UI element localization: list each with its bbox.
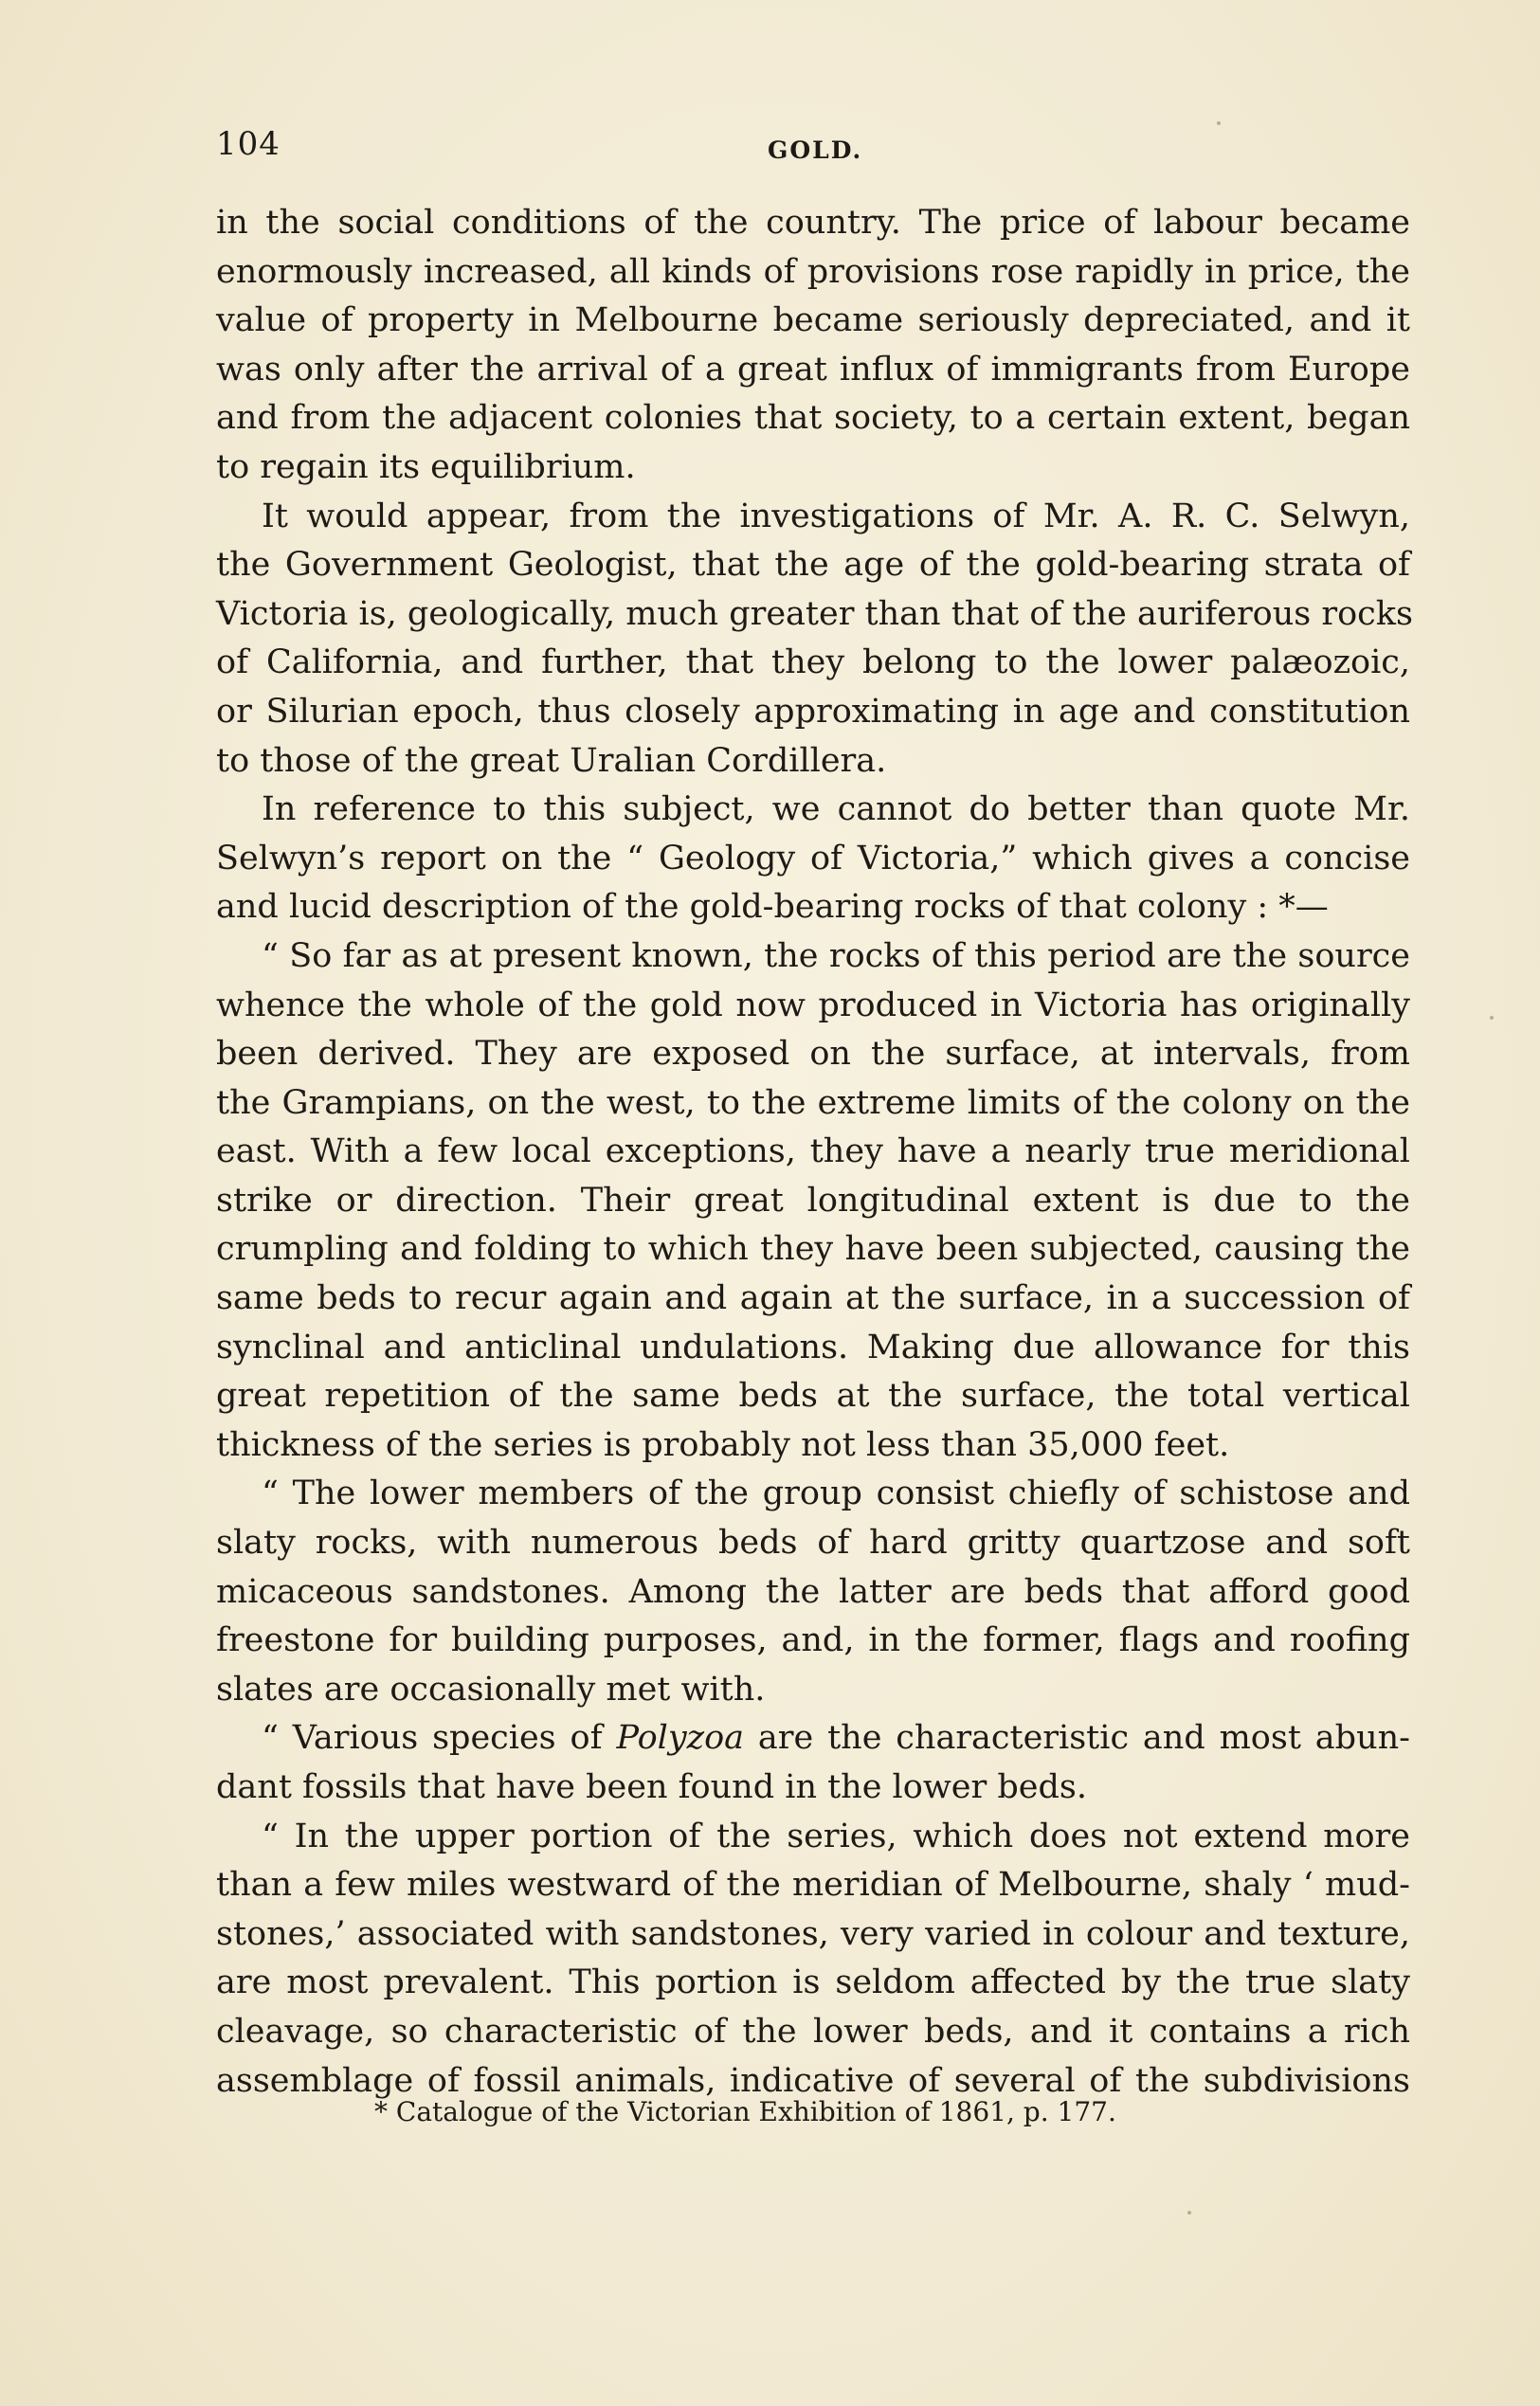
text-line: slates are occasionally met with. <box>216 1670 766 1709</box>
paper-speck <box>1217 121 1221 125</box>
text-line: same beds to recur again and again at the surface, in a succession of <box>216 1279 1410 1318</box>
text-line: Victoria is, geologically, much greater than that of the auriferous rocks <box>216 594 1413 633</box>
text-line: to those of the great Uralian Cordillera. <box>216 741 887 780</box>
running-title: GOLD. <box>768 136 863 164</box>
text-line: stones,’ associated with sandstones, very varied in colour and texture, <box>216 1914 1410 1953</box>
text-line: assemblage of fossil animals, indicative of several of the subdivisions <box>216 2061 1410 2100</box>
text-line: than a few miles westward of the meridian of Melbourne, shaly ‘ mud- <box>216 1866 1410 1905</box>
text-fragment: are the characteristic and most abun- <box>757 1719 1410 1758</box>
text-line: enormously increased, all kinds of provisions rose rapidly in price, the <box>216 252 1410 291</box>
text-line: been derived. They are exposed on the surface, at intervals, from <box>216 1035 1410 1074</box>
text-line: “ The lower members of the group consist chiefly of schistose and <box>262 1474 1410 1513</box>
text-line: and lucid description of the gold-bearing rocks of that colony : *— <box>216 888 1329 927</box>
text-line: freestone for building purposes, and, in the former, flags and roofing <box>216 1621 1410 1660</box>
text-line: value of property in Melbourne became seriously depreciated, and it <box>216 301 1410 340</box>
text-line: and from the adjacent colonies that society, to a certain extent, began <box>216 399 1410 438</box>
footnote: * Catalogue of the Victorian Exhibition of 1861, p. 177. <box>374 2096 1116 2127</box>
text-line: In reference to this subject, we cannot do better than quote Mr. <box>262 790 1410 829</box>
text-line: strike or direction. Their great longitudinal extent is due to the <box>216 1181 1410 1220</box>
page-number: 104 <box>216 125 281 163</box>
text-line: or Silurian epoch, thus closely approximating in age and constitution <box>216 692 1410 731</box>
text-line: synclinal and anticlinal undulations. Making due allowance for this <box>216 1328 1410 1366</box>
text-line: whence the whole of the gold now produced in Victoria has originally <box>216 986 1410 1024</box>
text-line: cleavage, so characteristic of the lower beds, and it contains a rich <box>216 2012 1410 2051</box>
text-line-with-italic <box>216 1714 1410 1764</box>
text-line: are most prevalent. This portion is seldom affected by the true slaty <box>216 1963 1410 2002</box>
text-line: Selwyn’s report on the “ Geology of Victoria,” which gives a concise <box>216 839 1410 877</box>
italic-term: Polyzoa <box>616 1719 745 1758</box>
running-head <box>216 125 1410 172</box>
paper-speck <box>1187 2211 1191 2215</box>
text-line: “ So far as at present known, the rocks of this period are the source <box>262 936 1410 975</box>
text-line: was only after the arrival of a great influx of immigrants from Europe <box>216 350 1410 389</box>
text-line: the Grampians, on the west, to the extreme limits of the colony on the <box>216 1083 1410 1122</box>
text-fragment: “ Various species of <box>262 1719 603 1758</box>
text-line: micaceous sandstones. Among the latter are beds that afford good <box>216 1572 1410 1611</box>
text-line: It would appear, from the investigations of Mr. A. R. C. Selwyn, <box>262 497 1410 535</box>
text-line: the Government Geologist, that the age of the gold-bearing strata of <box>216 546 1410 585</box>
text-line: “ In the upper portion of the series, which does not extend more <box>262 1817 1410 1855</box>
text-line: east. With a few local exceptions, they have a nearly true meridional <box>216 1132 1410 1171</box>
text-line: crumpling and folding to which they have been subjected, causing the <box>216 1230 1410 1269</box>
text-line: in the social conditions of the country. The price of labour became <box>216 204 1410 242</box>
paper-speck <box>1490 1016 1494 1020</box>
text-line: of California, and further, that they belong to the lower palæozoic, <box>216 643 1410 682</box>
text-line: great repetition of the same beds at the surface, the total vertical <box>216 1377 1410 1416</box>
body-text <box>216 199 1413 2106</box>
text-line: slaty rocks, with numerous beds of hard gritty quartzose and soft <box>216 1524 1410 1563</box>
text-line: to regain its equilibrium. <box>216 447 636 486</box>
text-line: thickness of the series is probably not less than 35,000 feet. <box>216 1425 1230 1464</box>
text-line: dant fossils that have been found in the lower beds. <box>216 1768 1087 1806</box>
